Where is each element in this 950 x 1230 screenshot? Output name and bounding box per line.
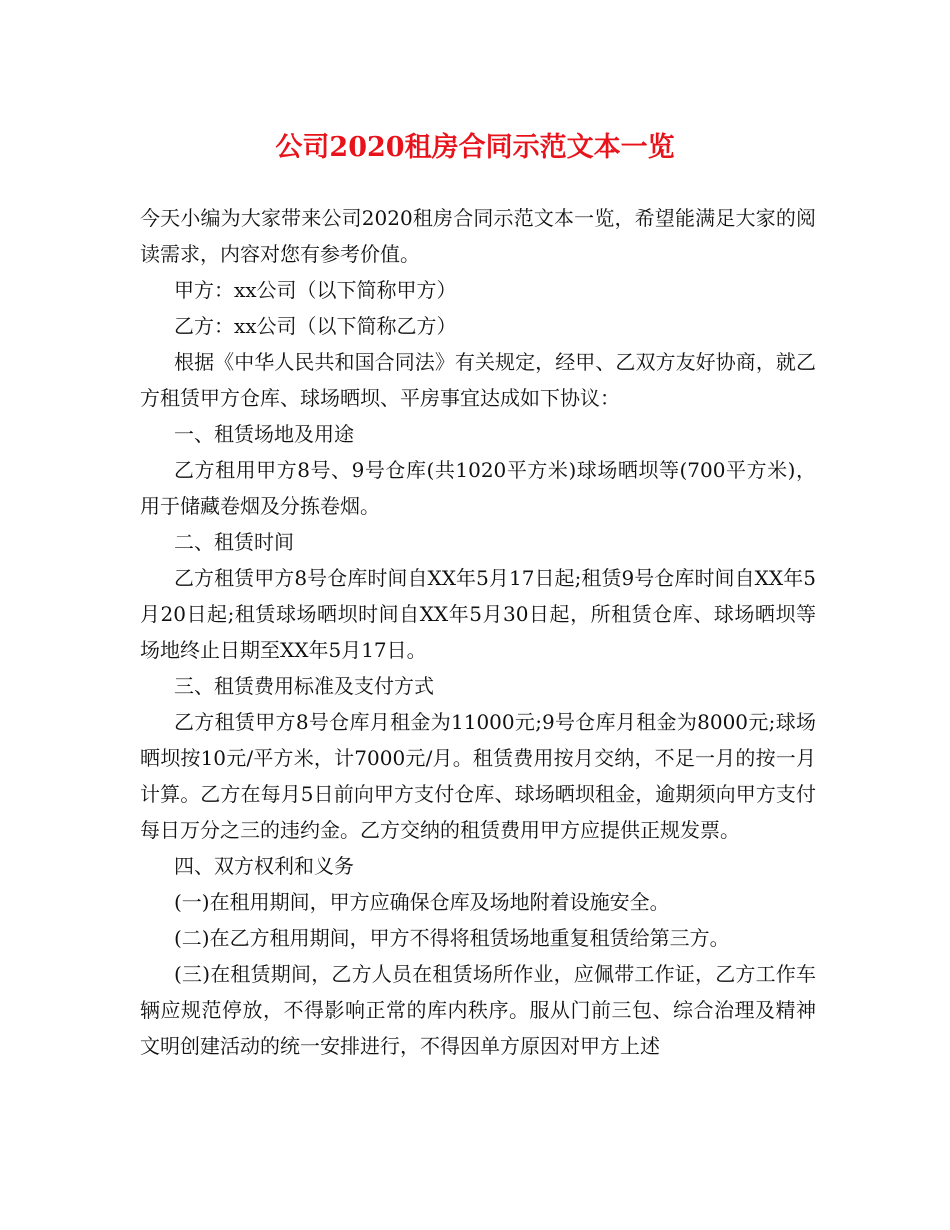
paragraph-clause-3: (三)在租赁期间，乙方人员在租赁场所作业，应佩带工作证，乙方工作车辆应规范停放，不得影响正常的库内秩序。服从门前三包、综合治理及精神文明创建活动的统一安排进行，不得因单方原因对甲方上述 bbox=[140, 962, 816, 1058]
paragraph-clause-2: (二)在乙方租用期间，甲方不得将租赁场地重复租赁给第三方。 bbox=[174, 926, 730, 950]
paragraph-section-3: 乙方租赁甲方8号仓库月租金为11000元;9号仓库月租金为8000元;球场晒坝按10元/平方米，计7000元/月。租赁费用按月交纳，不足一月的按一月计算。乙方在每月5日前向甲方支付仓库、球场晒坝租金，逾期须向甲方支付每日万分之三的违约金。乙方交纳的租赁费用甲方应提供正规发票。 bbox=[140, 710, 816, 842]
document-title: 公司2020租房合同示范文本一览 bbox=[275, 132, 675, 163]
paragraph-preamble: 根据《中华人民共和国合同法》有关规定，经甲、乙双方友好协商，就乙方租赁甲方仓库、球场晒坝、平房事宜达成如下协议： bbox=[140, 350, 816, 410]
paragraph-party-b: 乙方：xx公司（以下简称乙方） bbox=[174, 314, 457, 338]
section-heading-4: 四、双方权利和义务 bbox=[174, 854, 354, 878]
paragraph-section-1: 乙方租用甲方8号、9号仓库(共1020平方米)球场晒坝等(700平方米)，用于储藏卷烟及分拣卷烟。 bbox=[140, 458, 816, 518]
paragraph-clause-1: (一)在租用期间，甲方应确保仓库及场地附着设施安全。 bbox=[174, 890, 670, 914]
paragraph-intro: 今天小编为大家带来公司2020租房合同示范文本一览，希望能满足大家的阅读需求，内容对您有参考价值。 bbox=[140, 206, 816, 266]
section-heading-2: 二、租赁时间 bbox=[174, 530, 294, 554]
section-heading-3: 三、租赁费用标准及支付方式 bbox=[174, 674, 434, 698]
document-body bbox=[140, 200, 816, 1064]
section-heading-1: 一、租赁场地及用途 bbox=[174, 422, 354, 446]
paragraph-section-2: 乙方租赁甲方8号仓库时间自XX年5月17日起;租赁9号仓库时间自XX年5月20日起;租赁球场晒坝时间自XX年5月30日起，所租赁仓库、球场晒坝等场地终止日期至XX年5月17日。 bbox=[140, 566, 816, 662]
paragraph-party-a: 甲方：xx公司（以下简称甲方） bbox=[174, 278, 457, 302]
